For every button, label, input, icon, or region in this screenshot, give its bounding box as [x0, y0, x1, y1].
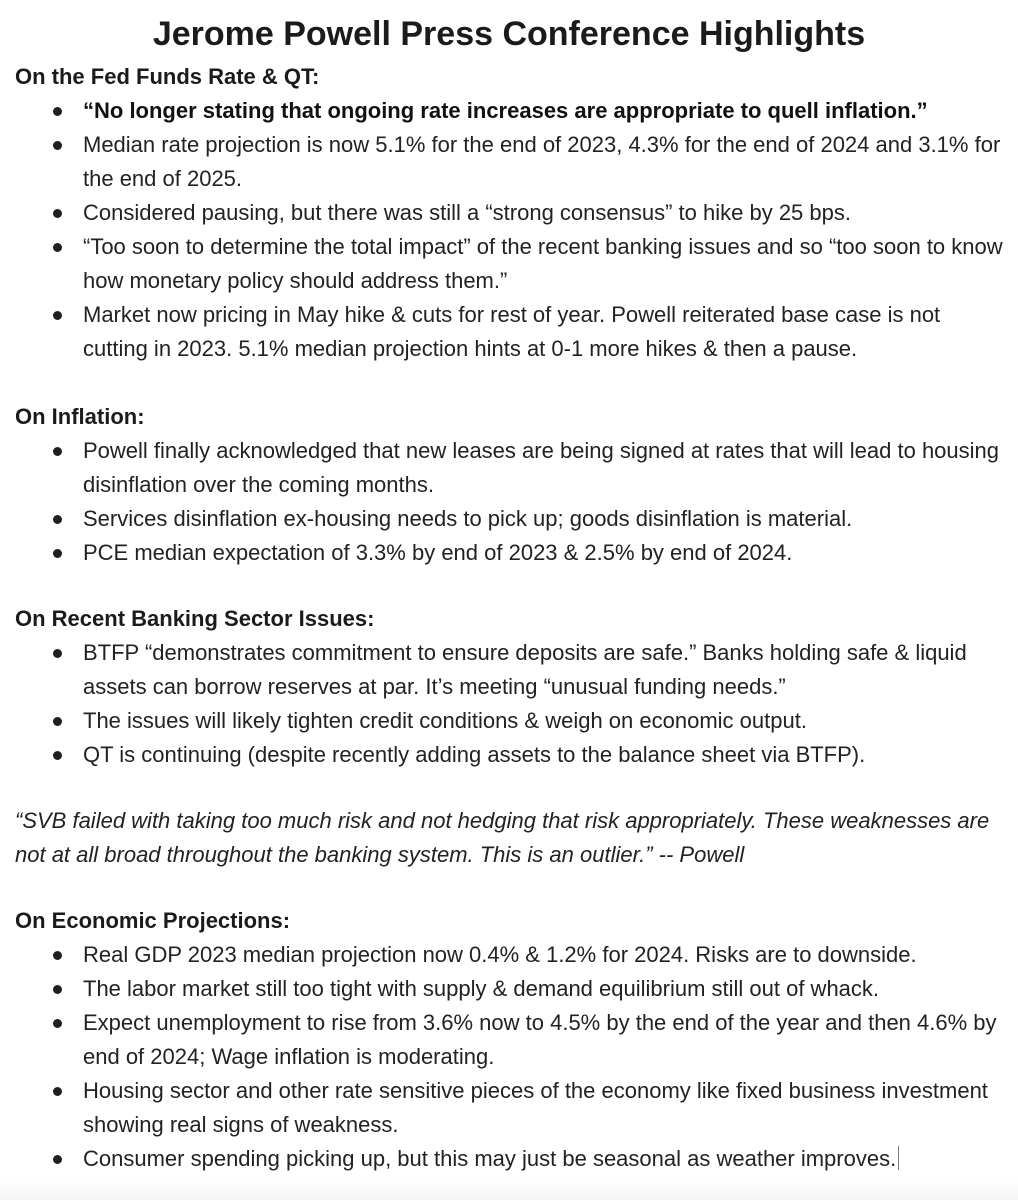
bullet-icon: [53, 141, 62, 150]
list-item-text: The issues will likely tighten credit conditions & weigh on economic output.: [83, 708, 807, 733]
list-item-text: PCE median expectation of 3.3% by end of 2023 & 2.5% by end of 2024.: [83, 540, 793, 565]
text-cursor: [898, 1146, 899, 1170]
list-item-text: BTFP “demonstrates commitment to ensure deposits are safe.” Banks holding safe & liquid assets can borrow reserves at par. It’s meeting “unusual funding needs.”: [83, 640, 967, 699]
section-heading: On Economic Projections:: [15, 908, 291, 933]
bullet-list: [15, 434, 1010, 570]
powell-quote: “SVB failed with taking too much risk and not hedging that risk appropriately. These weaknesses are not at all broad throughout the banking system. This is an outlier.” -- Powell: [15, 808, 990, 867]
list-item: [15, 128, 1010, 196]
bullet-icon: [53, 515, 62, 524]
list-item-text: “No longer stating that ongoing rate increases are appropriate to quell inflation.”: [83, 98, 928, 123]
list-item-text: Market now pricing in May hike & cuts for rest of year. Powell reiterated base case is not cutting in 2023. 5.1% median projection hints at 0-1 more hikes & then a pause.: [83, 302, 941, 361]
bullet-icon: [53, 751, 62, 760]
list-item-text: Services disinflation ex-housing needs to pick up; goods disinflation is material.: [83, 506, 853, 531]
list-item: [15, 94, 1010, 128]
list-item: [15, 1006, 1010, 1074]
bullet-list: [15, 636, 1010, 772]
list-item-text: QT is continuing (despite recently adding assets to the balance sheet via BTFP).: [83, 742, 866, 767]
list-item-text: “Too soon to determine the total impact” of the recent banking issues and so “too soon to know how monetary policy should address them.”: [83, 234, 1003, 293]
bullet-icon: [53, 107, 62, 116]
list-item: [15, 434, 1010, 502]
list-item: [15, 1074, 1010, 1142]
section-fed-funds-rate: [15, 60, 1010, 366]
bullet-icon: [53, 1155, 62, 1164]
list-item: [15, 536, 1010, 570]
list-item-text: Considered pausing, but there was still a “strong consensus” to hike by 25 bps.: [83, 200, 851, 225]
bullet-icon: [53, 951, 62, 960]
list-item: [15, 298, 1010, 366]
list-item-text: Powell finally acknowledged that new leases are being signed at rates that will lead to housing disinflation over the coming months.: [83, 438, 1000, 497]
list-item-text: Housing sector and other rate sensitive pieces of the economy like fixed business investment showing real signs of weakness.: [83, 1078, 988, 1137]
section-heading: On the Fed Funds Rate & QT:: [15, 64, 320, 89]
page-title: Jerome Powell Press Conference Highlights: [152, 15, 866, 53]
bullet-icon: [53, 243, 62, 252]
list-item: [15, 938, 1010, 972]
list-item-text: Expect unemployment to rise from 3.6% now to 4.5% by the end of the year and then 4.6% by end of 2024; Wage inflation is moderating.: [83, 1010, 997, 1069]
list-item-text: The labor market still too tight with supply & demand equilibrium still out of whack.: [83, 976, 880, 1001]
bullet-icon: [53, 447, 62, 456]
bullet-icon: [53, 649, 62, 658]
list-item: [15, 196, 1010, 230]
section-economic-projections: [15, 904, 1010, 1176]
list-item: [15, 230, 1010, 298]
list-item: [15, 704, 1010, 738]
page-bottom-shade: [0, 1180, 1018, 1200]
list-item: [15, 738, 1010, 772]
list-item-text: Median rate projection is now 5.1% for the end of 2023, 4.3% for the end of 2024 and 3.1% for the end of 2025.: [83, 132, 1001, 191]
bullet-icon: [53, 549, 62, 558]
bullet-icon: [53, 717, 62, 726]
bullet-icon: [53, 311, 62, 320]
bullet-list: [15, 938, 1010, 1176]
list-item: [15, 972, 1010, 1006]
list-item-text: Real GDP 2023 median projection now 0.4% & 1.2% for 2024. Risks are to downside.: [83, 942, 917, 967]
bullet-icon: [53, 985, 62, 994]
bullet-list: [15, 94, 1010, 366]
list-item: [15, 636, 1010, 704]
section-heading: On Inflation:: [15, 404, 145, 429]
section-inflation: [15, 400, 1010, 570]
section-heading: On Recent Banking Sector Issues:: [15, 606, 375, 631]
bullet-icon: [53, 1019, 62, 1028]
bullet-icon: [53, 209, 62, 218]
list-item-text: Consumer spending picking up, but this may just be seasonal as weather improves.: [83, 1146, 897, 1171]
list-item: [15, 1142, 1010, 1176]
bullet-icon: [53, 1087, 62, 1096]
section-banking-issues: [15, 602, 1010, 772]
list-item: [15, 502, 1010, 536]
